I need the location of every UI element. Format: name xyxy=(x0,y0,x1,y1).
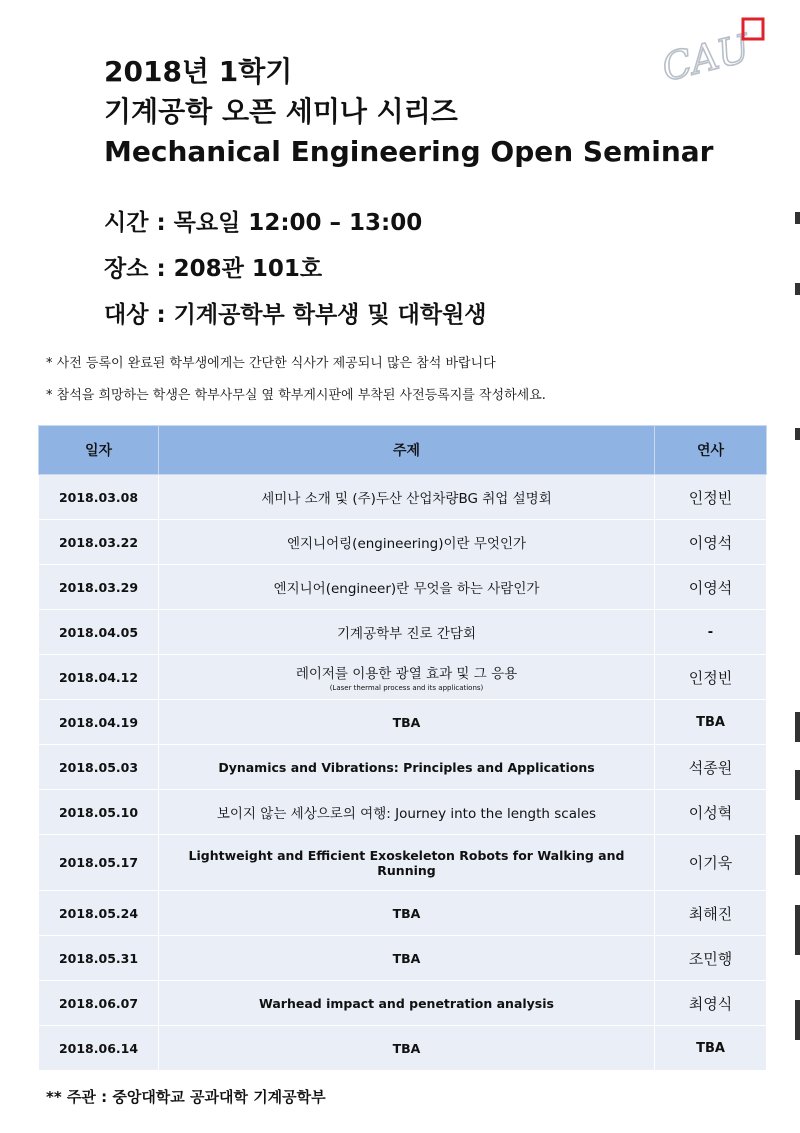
row-speaker: 인정빈 xyxy=(655,475,767,520)
row-topic: 기계공학부 진로 간담회 xyxy=(159,610,655,655)
info-audience: 대상 : 기계공학부 학부생 및 대학원생 xyxy=(104,302,487,328)
row-date: 2018.03.29 xyxy=(39,565,159,610)
row-topic-subtitle: (Laser thermal process and its applications) xyxy=(329,684,484,692)
row-speaker: 이기욱 xyxy=(655,835,767,891)
title-series-english: Mechanical Engineering Open Seminar xyxy=(104,135,714,168)
table-header-row xyxy=(39,426,767,475)
row-topic: TBA xyxy=(159,936,655,981)
table-row xyxy=(39,891,767,936)
note-registration: * 참석을 희망하는 학생은 학부사무실 옆 학부게시판에 부착된 사전등록지를 작성하세요. xyxy=(46,388,546,403)
table-row xyxy=(39,565,767,610)
row-speaker: 인정빈 xyxy=(655,655,767,700)
row-date: 2018.05.03 xyxy=(39,745,159,790)
table-row xyxy=(39,1026,767,1071)
row-topic: 엔지니어링(engineering)이란 무엇인가 xyxy=(159,520,655,565)
row-topic: TBA xyxy=(159,1026,655,1071)
row-speaker: - xyxy=(655,610,767,655)
row-date: 2018.06.07 xyxy=(39,981,159,1026)
table-row xyxy=(39,981,767,1026)
table-row xyxy=(39,520,767,565)
row-date: 2018.05.24 xyxy=(39,891,159,936)
table-row xyxy=(39,936,767,981)
seminar-info xyxy=(104,200,487,338)
edge-mark xyxy=(795,428,800,440)
row-topic xyxy=(159,655,655,700)
row-date: 2018.05.17 xyxy=(39,835,159,891)
table-row xyxy=(39,475,767,520)
info-time: 시간 : 목요일 12:00 – 13:00 xyxy=(104,210,423,236)
table-row xyxy=(39,610,767,655)
edge-mark xyxy=(795,212,800,224)
row-date: 2018.03.08 xyxy=(39,475,159,520)
edge-mark xyxy=(795,770,800,800)
row-speaker: 이성혁 xyxy=(655,790,767,835)
edge-mark xyxy=(795,283,800,295)
row-date: 2018.04.12 xyxy=(39,655,159,700)
table-row xyxy=(39,745,767,790)
table-row xyxy=(39,790,767,835)
row-topic: 엔지니어(engineer)란 무엇을 하는 사람인가 xyxy=(159,565,655,610)
row-date: 2018.04.05 xyxy=(39,610,159,655)
row-speaker: 이영석 xyxy=(655,520,767,565)
row-topic: Dynamics and Vibrations: Principles and Applications xyxy=(159,745,655,790)
table-row xyxy=(39,655,767,700)
table-row xyxy=(39,835,767,891)
edge-mark xyxy=(795,835,800,875)
row-speaker: 이영석 xyxy=(655,565,767,610)
row-topic: Lightweight and Efficient Exoskeleton Robots for Walking and Running xyxy=(159,835,655,891)
schedule-table xyxy=(38,425,767,1071)
note-meal: * 사전 등록이 완료된 학부생에게는 간단한 식사가 제공되니 많은 참석 바랍니다 xyxy=(46,356,496,371)
row-date: 2018.03.22 xyxy=(39,520,159,565)
row-topic: 세미나 소개 및 (주)두산 산업차량BG 취업 설명회 xyxy=(159,475,655,520)
header-date: 일자 xyxy=(39,426,159,475)
title-semester: 2018년 1학기 xyxy=(104,55,293,88)
notes xyxy=(46,350,546,414)
row-topic: TBA xyxy=(159,700,655,745)
row-date: 2018.05.31 xyxy=(39,936,159,981)
page-title xyxy=(104,52,713,172)
edge-mark xyxy=(795,1000,800,1040)
row-speaker: 최영식 xyxy=(655,981,767,1026)
organizer-footer: ** 주관 : 중앙대학교 공과대학 기계공학부 xyxy=(46,1088,326,1106)
edge-mark xyxy=(795,905,800,955)
row-speaker: 조민행 xyxy=(655,936,767,981)
row-speaker: TBA xyxy=(655,1026,767,1071)
row-date: 2018.05.10 xyxy=(39,790,159,835)
info-place: 장소 : 208관 101호 xyxy=(104,256,323,282)
row-speaker: 최해진 xyxy=(655,891,767,936)
table-row xyxy=(39,700,767,745)
header-speaker: 연사 xyxy=(655,426,767,475)
row-speaker: TBA xyxy=(655,700,767,745)
row-topic: Warhead impact and penetration analysis xyxy=(159,981,655,1026)
row-speaker: 석종원 xyxy=(655,745,767,790)
row-topic: TBA xyxy=(159,891,655,936)
header-topic: 주제 xyxy=(159,426,655,475)
edge-mark xyxy=(795,712,800,742)
row-date: 2018.04.19 xyxy=(39,700,159,745)
svg-text:CAU: CAU xyxy=(657,25,755,85)
row-date: 2018.06.14 xyxy=(39,1026,159,1071)
row-topic: 보이지 않는 세상으로의 여행: Journey into the length scales xyxy=(159,790,655,835)
row-topic-main: 레이저를 이용한 광열 효과 및 그 응용 xyxy=(295,666,518,682)
title-series-korean: 기계공학 오픈 세미나 시리즈 xyxy=(104,95,458,128)
